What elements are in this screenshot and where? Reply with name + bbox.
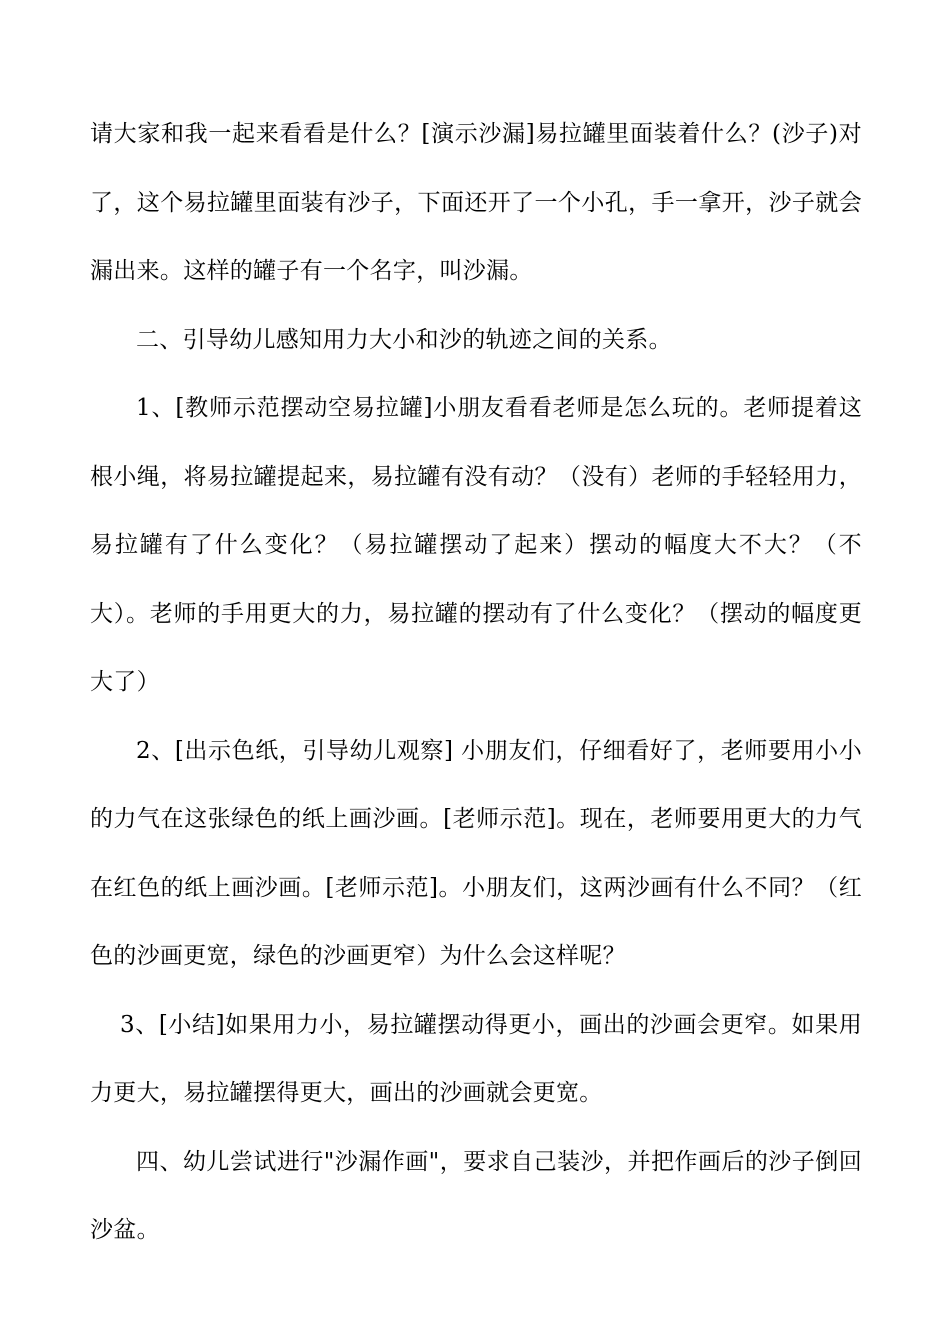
paragraph-intro-sand-hourglass: 请大家和我一起来看看是什么？[演示沙漏]易拉罐里面装着什么？(沙子)对了，这个易拉罐里面装有沙子，下面还开了一个小孔，手一拿开，沙子就会漏出来。这样的罐子有一个名字，叫沙漏。	[90, 121, 862, 284]
paragraph-step-three-summary: 3、[小结]如果用力小，易拉罐摆动得更小，画出的沙画会更窄。如果用力更大，易拉罐摆得更大，画出的沙画就会更宽。	[90, 1011, 862, 1106]
paragraph-step-two-color-paper: 2、[出示色纸，引导幼儿观察] 小朋友们，仔细看好了，老师要用小小的力气在这张绿色的纸上画沙画。[老师示范]。现在，老师要用更大的力气在红色的纸上画沙画。[老师示范]。小朋友们，这两沙画有什么不同？（红色的沙画更宽，绿色的沙画更窄）为什么会这样呢？	[90, 737, 862, 969]
paragraph-section-four-practice: 四、幼儿尝试进行"沙漏作画"，要求自己装沙，并把作画后的沙子倒回沙盆。	[90, 1148, 862, 1243]
paragraph-section-two-heading: 二、引导幼儿感知用力大小和沙的轨迹之间的关系。	[136, 326, 672, 353]
document-page	[90, 100, 862, 1265]
paragraph-step-one-demo: 1、[教师示范摆动空易拉罐]小朋友看看老师是怎么玩的。老师提着这根小绳，将易拉罐提起来，易拉罐有没有动？（没有）老师的手轻轻用力，易拉罐有了什么变化？（易拉罐摆动了起来）摆动的幅度大不大？（不大）。老师的手用更大的力，易拉罐的摆动有了什么变化？（摆动的幅度更大了）	[90, 395, 862, 695]
